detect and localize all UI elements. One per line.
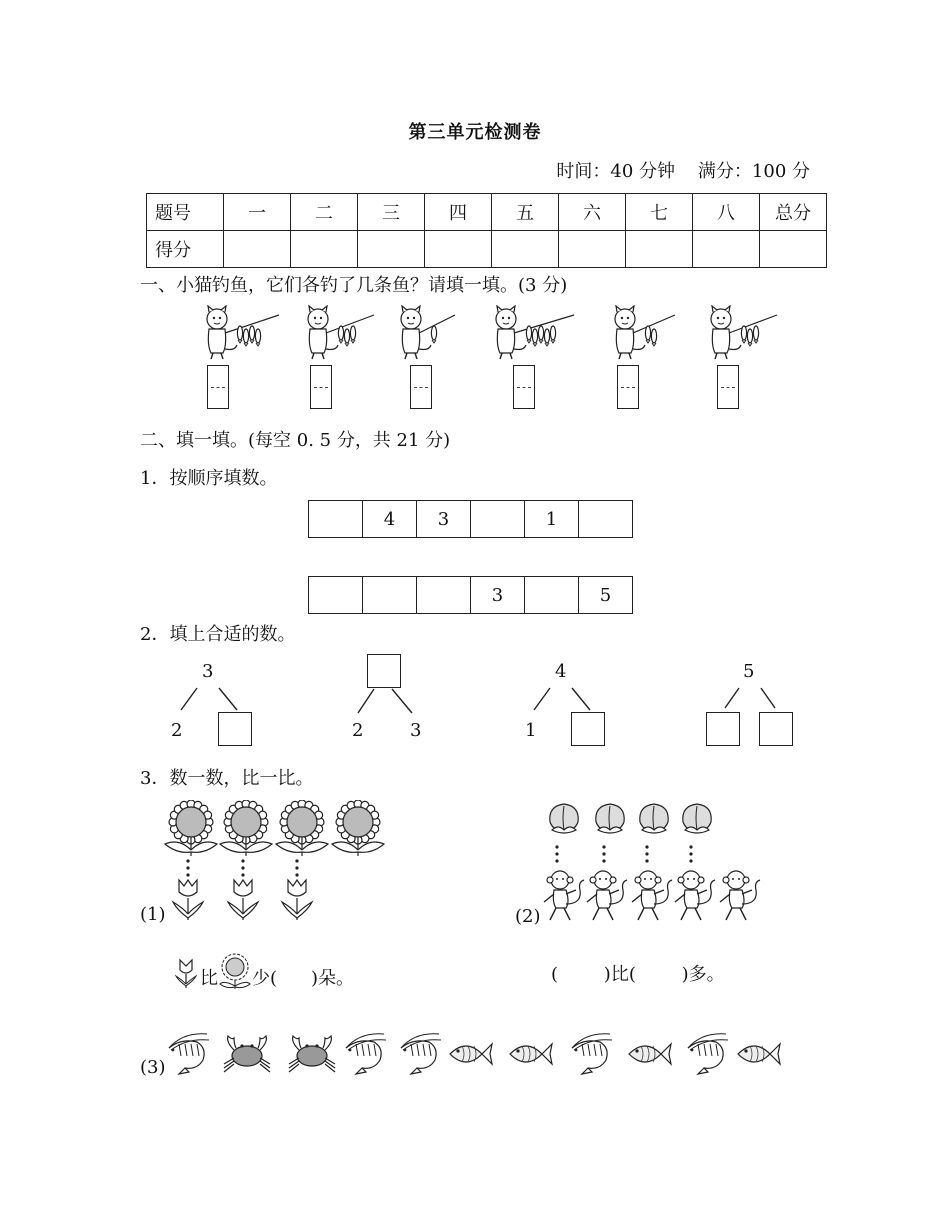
section2-heading: 二、填一填。(每空 0. 5 分，共 21 分) bbox=[140, 430, 451, 451]
part3-label: (3) bbox=[140, 1057, 166, 1078]
shrimp-icon bbox=[340, 1032, 388, 1076]
cat-fishing-icon bbox=[300, 305, 376, 361]
part1-sentence bbox=[172, 952, 354, 990]
sequence-cell[interactable]: 1 bbox=[525, 501, 579, 538]
sequence-cell[interactable] bbox=[579, 501, 633, 538]
score-cell[interactable] bbox=[358, 231, 425, 268]
bond-lines bbox=[715, 684, 785, 714]
monkey-icon bbox=[542, 868, 586, 924]
fish-count-answer-box[interactable] bbox=[617, 365, 639, 409]
tulip-icon bbox=[172, 956, 200, 990]
crab-icon bbox=[222, 1032, 272, 1076]
q1-label: 1．按顺序填数。 bbox=[140, 468, 278, 489]
bond-top-number: 4 bbox=[555, 661, 567, 682]
peach-icon bbox=[677, 796, 717, 836]
cat-fishing-icon bbox=[607, 305, 677, 361]
score-col-header: 总分 bbox=[760, 194, 827, 231]
sequence-cell[interactable]: 3 bbox=[417, 501, 471, 538]
sequence-cell[interactable] bbox=[309, 501, 363, 538]
time-label: 时间：40 分钟 bbox=[556, 161, 676, 182]
tulip-icon bbox=[171, 878, 205, 922]
sequence-row-2 bbox=[308, 576, 633, 614]
shrimp-icon bbox=[566, 1032, 614, 1076]
bond-left-number: 2 bbox=[352, 720, 364, 741]
score-col-header: 八 bbox=[693, 194, 760, 231]
part1-word-bi: 比 bbox=[200, 968, 218, 989]
fish-icon bbox=[446, 1036, 494, 1072]
sunflower-icon bbox=[330, 800, 386, 856]
bond-lines bbox=[175, 684, 245, 714]
score-cell[interactable] bbox=[693, 231, 760, 268]
score-table-score-row bbox=[147, 231, 827, 268]
bond-right-number: 3 bbox=[410, 720, 422, 741]
score-col-header: 六 bbox=[559, 194, 626, 231]
bond-left-number: 1 bbox=[525, 720, 537, 741]
sequence-cell[interactable]: 4 bbox=[363, 501, 417, 538]
score-col-header: 一 bbox=[224, 194, 291, 231]
score-table-row-label: 题号 bbox=[147, 194, 224, 231]
score-cell[interactable] bbox=[760, 231, 827, 268]
fish-icon bbox=[625, 1036, 673, 1072]
score-col-header: 五 bbox=[492, 194, 559, 231]
shrimp-icon bbox=[682, 1032, 730, 1076]
score-table-row-label: 得分 bbox=[147, 231, 224, 268]
bond-lines bbox=[528, 684, 598, 714]
shrimp-icon bbox=[163, 1032, 211, 1076]
q3-label: 3．数一数，比一比。 bbox=[140, 768, 314, 789]
score-cell[interactable] bbox=[425, 231, 492, 268]
page-title: 第三单元检测卷 bbox=[408, 122, 542, 143]
sequence-cell[interactable]: 3 bbox=[471, 577, 525, 614]
dotted-connector bbox=[600, 844, 608, 864]
part1-word-duo: )朵。 bbox=[311, 968, 355, 989]
exam-meta bbox=[556, 157, 810, 183]
full-score-label: 满分：100 分 bbox=[697, 161, 810, 182]
bond-top-number: 5 bbox=[743, 661, 755, 682]
bond-lines bbox=[348, 687, 418, 717]
part1-word-shao: 少( bbox=[252, 968, 278, 989]
bond-top-answer-box[interactable] bbox=[367, 654, 401, 688]
score-cell[interactable] bbox=[291, 231, 358, 268]
bond-right-answer-box[interactable] bbox=[571, 712, 605, 746]
dotted-connector bbox=[293, 858, 301, 878]
part2-sentence[interactable]: ( )比( )多。 bbox=[551, 964, 725, 985]
peach-icon bbox=[634, 796, 674, 836]
dotted-connector bbox=[687, 844, 695, 864]
peach-icon bbox=[590, 796, 630, 836]
score-cell[interactable] bbox=[559, 231, 626, 268]
cat-fishing-icon bbox=[199, 305, 281, 361]
score-table-header-row bbox=[147, 194, 827, 231]
sunflower-icon bbox=[163, 800, 219, 856]
score-col-header: 二 bbox=[291, 194, 358, 231]
score-col-header: 三 bbox=[358, 194, 425, 231]
sequence-cell[interactable] bbox=[471, 501, 525, 538]
dotted-connector bbox=[239, 858, 247, 878]
sunflower-icon bbox=[218, 952, 252, 990]
bond-right-answer-box[interactable] bbox=[759, 712, 793, 746]
score-cell[interactable] bbox=[492, 231, 559, 268]
shrimp-icon bbox=[395, 1032, 443, 1076]
monkey-icon bbox=[630, 868, 674, 924]
tulip-icon bbox=[280, 878, 314, 922]
monkey-icon bbox=[673, 868, 717, 924]
bond-right-answer-box[interactable] bbox=[218, 712, 252, 746]
part2-label: (2) bbox=[515, 906, 541, 927]
score-col-header: 四 bbox=[425, 194, 492, 231]
bond-top-number: 3 bbox=[202, 661, 214, 682]
fish-count-answer-box[interactable] bbox=[410, 365, 432, 409]
fish-icon bbox=[506, 1036, 554, 1072]
section1-heading: 一、小猫钓鱼，它们各钓了几条鱼？请填一填。(3 分) bbox=[140, 275, 568, 296]
bond-left-answer-box[interactable] bbox=[706, 712, 740, 746]
fish-icon bbox=[734, 1036, 782, 1072]
score-cell[interactable] bbox=[224, 231, 291, 268]
q2-label: 2．填上合适的数。 bbox=[140, 624, 296, 645]
cat-fishing-icon bbox=[488, 305, 576, 361]
fish-count-answer-box[interactable] bbox=[717, 365, 739, 409]
dotted-connector bbox=[184, 858, 192, 878]
fish-count-answer-box[interactable] bbox=[513, 365, 535, 409]
tulip-icon bbox=[226, 878, 260, 922]
part1-label: (1) bbox=[140, 904, 166, 925]
bond-left-number: 2 bbox=[171, 720, 183, 741]
sequence-cell[interactable] bbox=[309, 577, 363, 614]
fish-count-answer-box[interactable] bbox=[207, 365, 229, 409]
dotted-connector bbox=[553, 844, 561, 864]
sunflower-icon bbox=[218, 800, 274, 856]
monkey-icon bbox=[718, 868, 762, 924]
sequence-row-1 bbox=[308, 500, 633, 538]
sunflower-icon bbox=[274, 800, 330, 856]
sequence-cell[interactable] bbox=[525, 577, 579, 614]
score-table bbox=[146, 193, 827, 268]
dotted-connector bbox=[643, 844, 651, 864]
peach-icon bbox=[544, 796, 584, 836]
cat-fishing-icon bbox=[393, 305, 457, 361]
monkey-icon bbox=[585, 868, 629, 924]
score-cell[interactable] bbox=[626, 231, 693, 268]
crab-icon bbox=[287, 1032, 337, 1076]
sequence-cell[interactable] bbox=[417, 577, 471, 614]
fish-count-answer-box[interactable] bbox=[310, 365, 332, 409]
cat-fishing-icon bbox=[703, 305, 779, 361]
sequence-cell[interactable] bbox=[363, 577, 417, 614]
score-col-header: 七 bbox=[626, 194, 693, 231]
sequence-cell[interactable]: 5 bbox=[579, 577, 633, 614]
